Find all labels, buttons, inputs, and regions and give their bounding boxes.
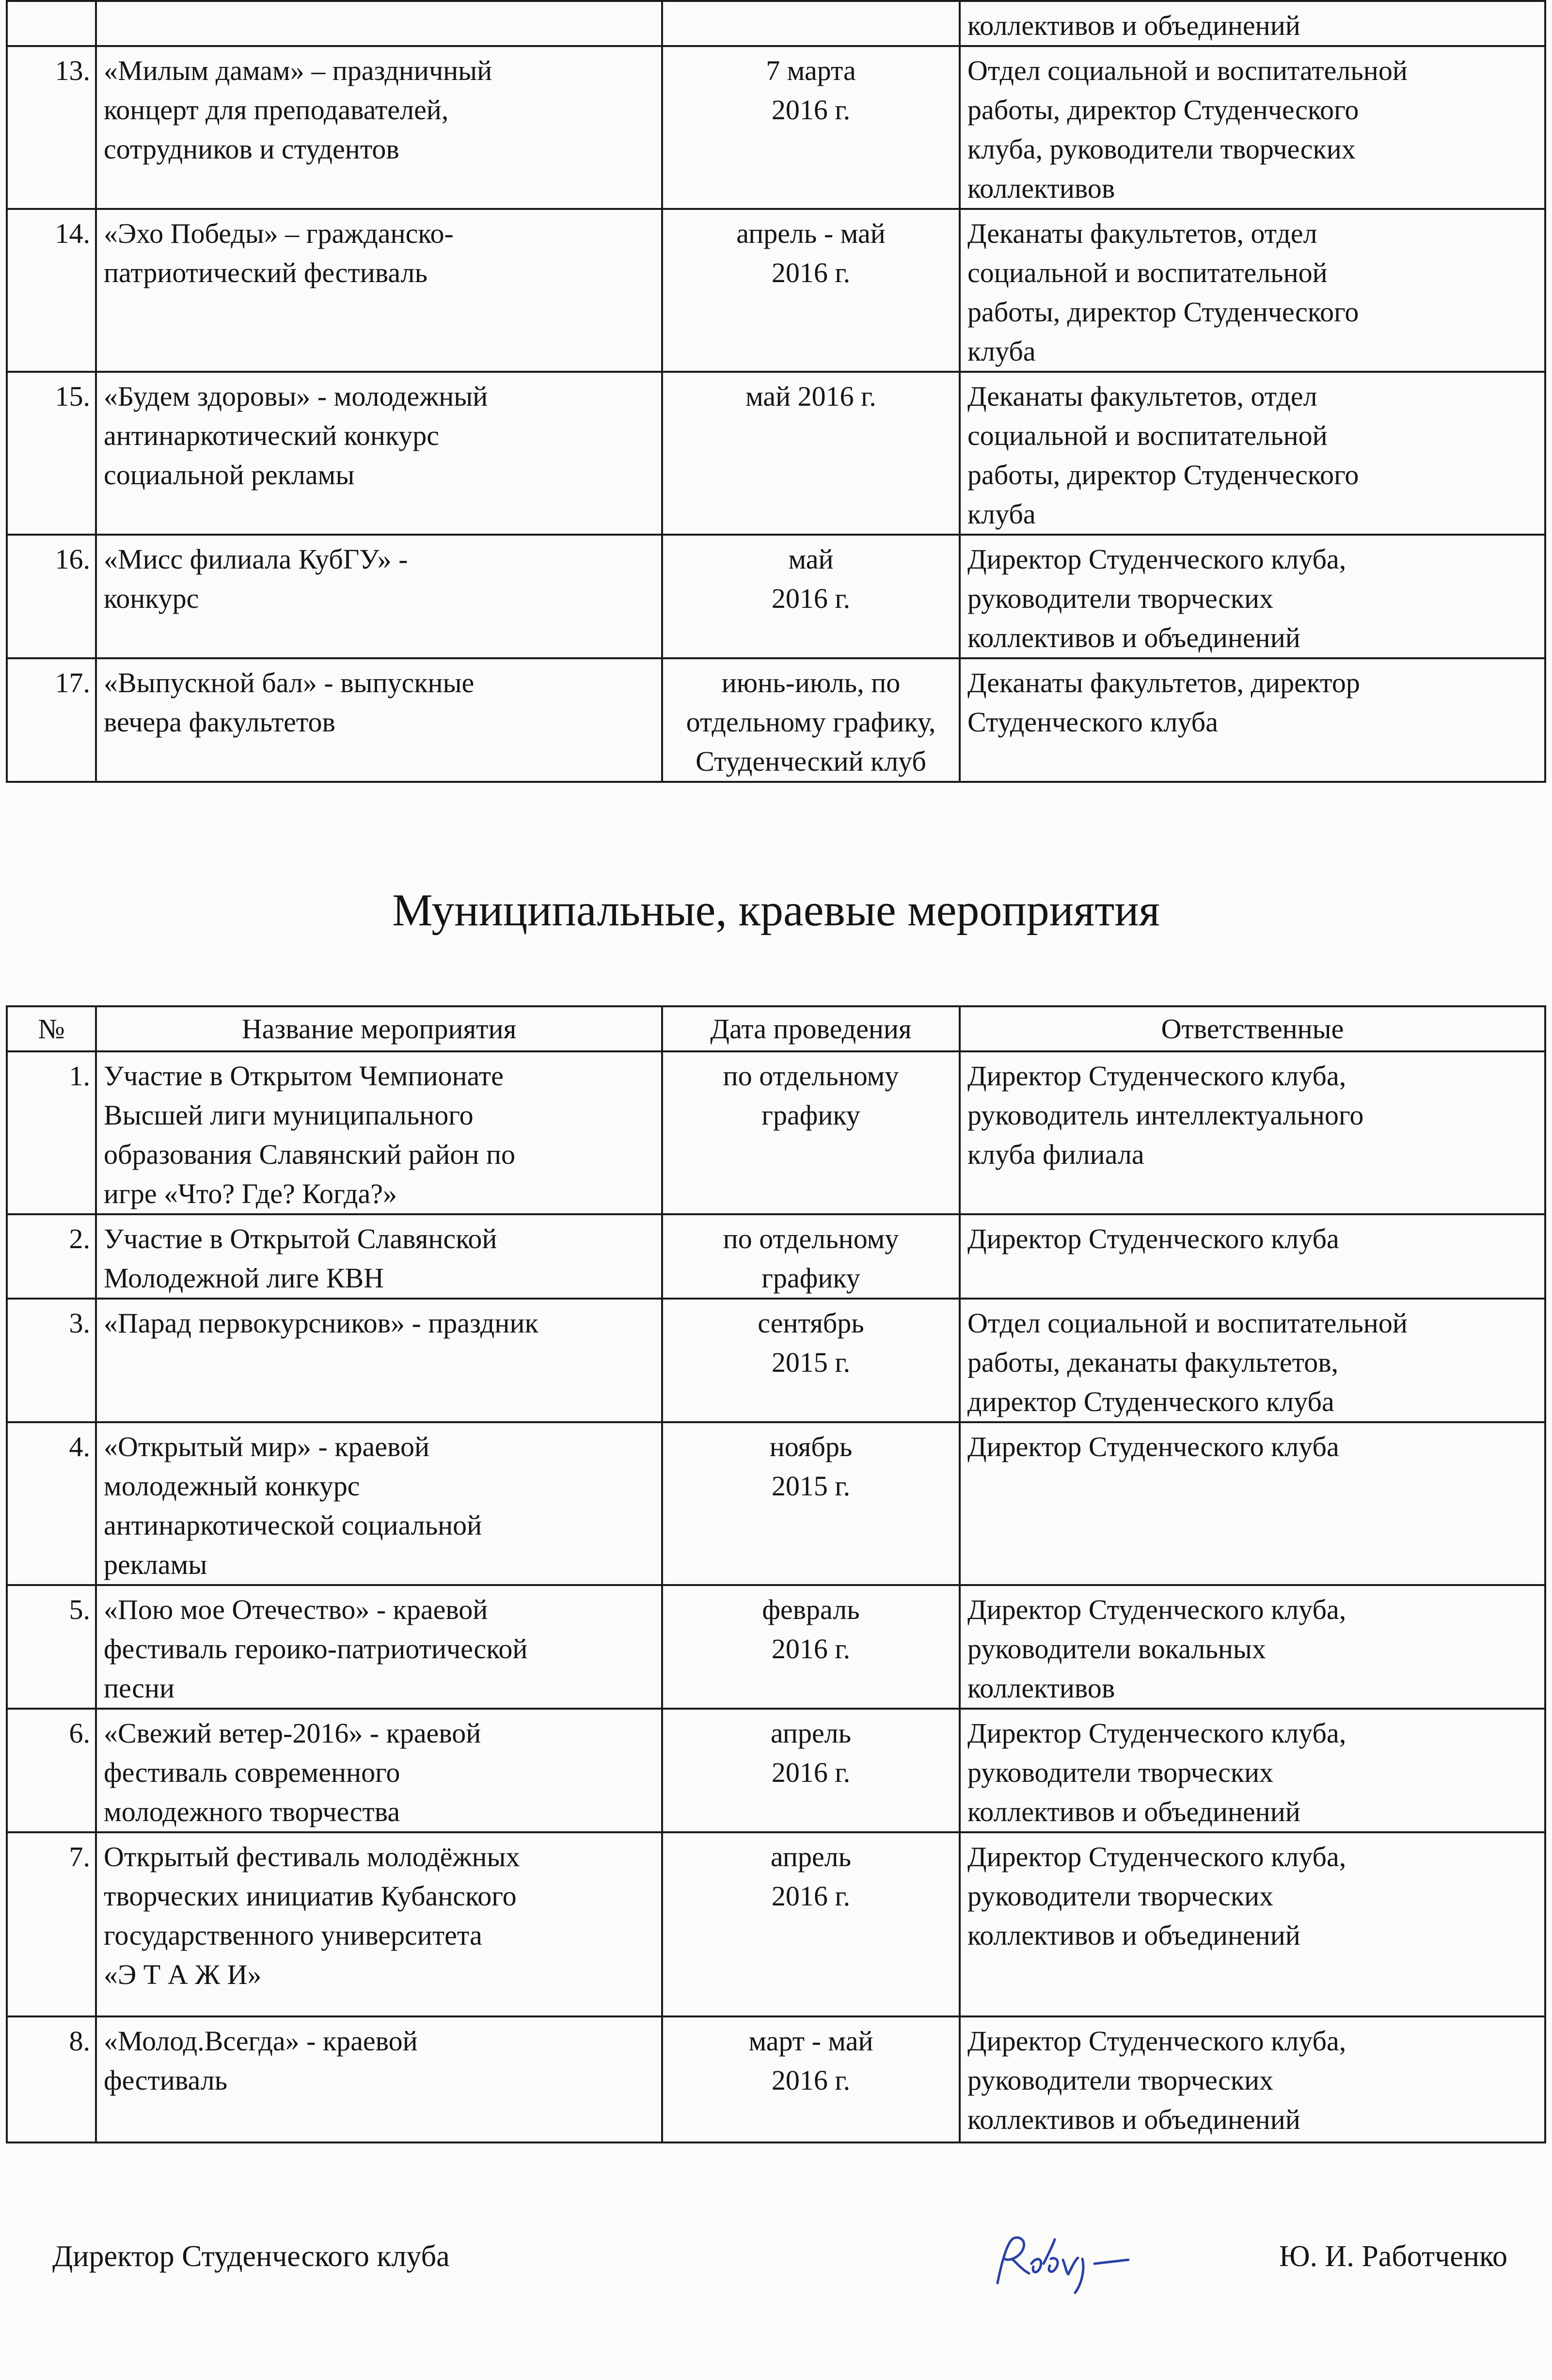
event-responsible: Директор Студенческого клуба, руководители творческих коллективов и объединений xyxy=(960,1709,1545,1832)
events-table-continued xyxy=(6,0,1546,783)
event-responsible: Директор Студенческого клуба, руководители вокальных коллективов xyxy=(960,1585,1545,1709)
event-date: по отдельному графику xyxy=(662,1051,960,1214)
event-name: Участие в Открытом Чемпионате Высшей лиги муниципального образования Славянский район по игре «Что? Где? Когда?» xyxy=(96,1051,662,1214)
event-responsible: Директор Студенческого клуба, руководители творческих коллективов и объединений xyxy=(960,535,1545,658)
table-row xyxy=(7,1051,1545,1214)
event-date: апрель 2016 г. xyxy=(662,1709,960,1832)
table-row xyxy=(7,1709,1545,1832)
event-responsible: Директор Студенческого клуба, руководители творческих коллективов и объединений xyxy=(960,2016,1545,2142)
event-responsible: Директор Студенческого клуба xyxy=(960,1214,1545,1299)
event-responsible: Деканаты факультетов, отдел социальной и воспитательной работы, директор Студенческого клуба xyxy=(960,372,1545,535)
event-name: Участие в Открытой Славянской Молодежной лиге КВН xyxy=(96,1214,662,1299)
header-responsible: Ответственные xyxy=(960,1006,1545,1051)
event-name: «Милым дамам» – праздничный концерт для преподавателей, сотрудников и студентов xyxy=(96,46,662,209)
event-responsible: Отдел социальной и воспитательной работы, деканаты факультетов, директор Студенческого клуба xyxy=(960,1299,1545,1422)
event-name: «Выпускной бал» - выпускные вечера факультетов xyxy=(96,658,662,782)
row-number: 13. xyxy=(7,46,96,209)
row-number: 17. xyxy=(7,658,96,782)
table-row xyxy=(7,1299,1545,1422)
event-name: «Открытый мир» - краевой молодежный конкурс антинаркотической социальной рекламы xyxy=(96,1422,662,1585)
section-heading: Муниципальные, краевые мероприятия xyxy=(392,885,1160,936)
row-number: 6. xyxy=(7,1709,96,1832)
event-date: 7 марта 2016 г. xyxy=(662,46,960,209)
row-number xyxy=(7,1,96,46)
table-row xyxy=(7,372,1545,535)
table-header-row xyxy=(7,1006,1545,1051)
row-number: 7. xyxy=(7,1832,96,2016)
header-no: № xyxy=(7,1006,96,1051)
footer xyxy=(52,2230,1507,2293)
row-number: 16. xyxy=(7,535,96,658)
event-name xyxy=(96,1,662,46)
event-responsible: Директор Студенческого клуба xyxy=(960,1422,1545,1585)
event-date: апрель - май 2016 г. xyxy=(662,209,960,372)
row-number: 3. xyxy=(7,1299,96,1422)
event-date: март - май 2016 г. xyxy=(662,2016,960,2142)
header-name: Название мероприятия xyxy=(96,1006,662,1051)
event-name: «Будем здоровы» - молодежный антинаркотический конкурс социальной рекламы xyxy=(96,372,662,535)
event-name: Открытый фестиваль молодёжных творческих инициатив Кубанского государственного университета «Э Т А Ж И» xyxy=(96,1832,662,2016)
table-row xyxy=(7,658,1545,782)
table-row xyxy=(7,1832,1545,2016)
event-responsible: коллективов и объединений xyxy=(960,1,1545,46)
row-number: 15. xyxy=(7,372,96,535)
events-table-body xyxy=(7,1,1545,782)
header-date: Дата проведения xyxy=(662,1006,960,1051)
event-name: «Свежий ветер-2016» - краевой фестиваль современного молодежного творчества xyxy=(96,1709,662,1832)
footer-signatory-name: Ю. И. Работченко xyxy=(1279,2240,1507,2273)
table-row xyxy=(7,2016,1545,2142)
municipal-events-body xyxy=(7,1051,1545,2142)
row-number: 1. xyxy=(7,1051,96,1214)
table-row xyxy=(7,209,1545,372)
event-responsible: Деканаты факультетов, директор Студенческого клуба xyxy=(960,658,1545,782)
event-name: «Молод.Всегда» - краевой фестиваль xyxy=(96,2016,662,2142)
row-number: 8. xyxy=(7,2016,96,2142)
handwritten-signature xyxy=(983,2230,1196,2298)
table-row xyxy=(7,1,1545,46)
table-row xyxy=(7,46,1545,209)
table-row xyxy=(7,535,1545,658)
table-row xyxy=(7,1214,1545,1299)
event-responsible: Отдел социальной и воспитательной работы, директор Студенческого клуба, руководители творческих коллективов xyxy=(960,46,1545,209)
event-date: июнь-июль, по отдельному графику, Студенческий клуб xyxy=(662,658,960,782)
row-number: 14. xyxy=(7,209,96,372)
event-date: ноябрь 2015 г. xyxy=(662,1422,960,1585)
row-number: 4. xyxy=(7,1422,96,1585)
event-date: по отдельному графику xyxy=(662,1214,960,1299)
row-number: 2. xyxy=(7,1214,96,1299)
municipal-events-table xyxy=(6,1005,1546,2143)
table-row xyxy=(7,1422,1545,1585)
event-date: май 2016 г. xyxy=(662,535,960,658)
event-name: «Парад первокурсников» - праздник xyxy=(96,1299,662,1422)
row-number: 5. xyxy=(7,1585,96,1709)
table-row xyxy=(7,1585,1545,1709)
event-name: «Эхо Победы» – гражданско- патриотический фестиваль xyxy=(96,209,662,372)
event-name: «Пою мое Отечество» - краевой фестиваль героико-патриотической песни xyxy=(96,1585,662,1709)
footer-position: Директор Студенческого клуба xyxy=(52,2240,450,2273)
event-date xyxy=(662,1,960,46)
event-date: февраль 2016 г. xyxy=(662,1585,960,1709)
event-date: сентябрь 2015 г. xyxy=(662,1299,960,1422)
event-name: «Мисс филиала КубГУ» - конкурс xyxy=(96,535,662,658)
event-date: апрель 2016 г. xyxy=(662,1832,960,2016)
event-responsible: Директор Студенческого клуба, руководители творческих коллективов и объединений xyxy=(960,1832,1545,2016)
event-date: май 2016 г. xyxy=(662,372,960,535)
event-responsible: Деканаты факультетов, отдел социальной и воспитательной работы, директор Студенческого клуба xyxy=(960,209,1545,372)
event-responsible: Директор Студенческого клуба, руководитель интеллектуального клуба филиала xyxy=(960,1051,1545,1214)
